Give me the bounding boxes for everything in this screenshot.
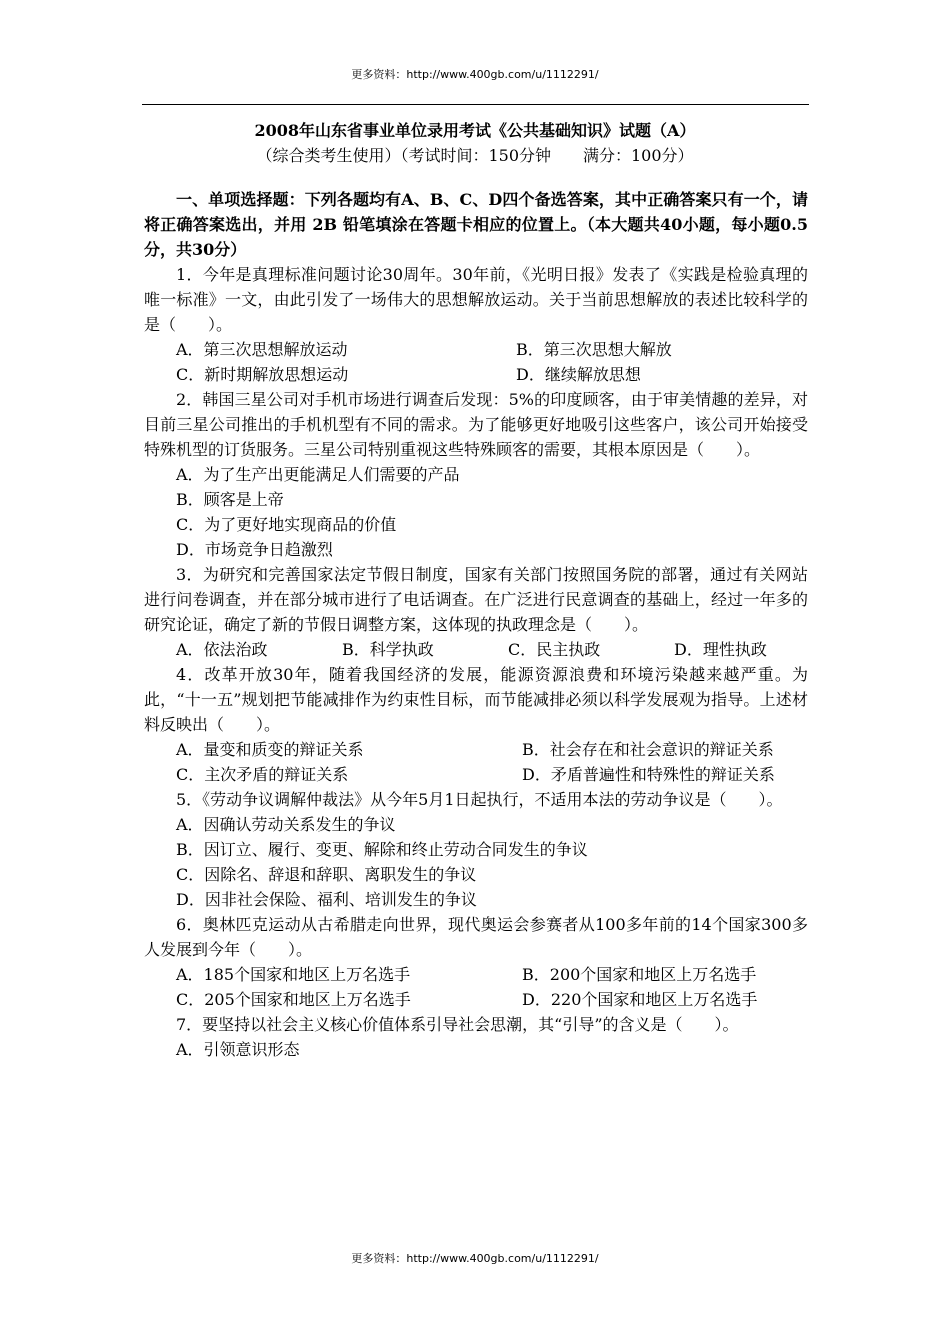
question-1-options-row-2 [144, 362, 808, 387]
document-subtitle: （综合类考生使用）（考试时间：150分钟 满分：100分） [256, 146, 694, 165]
option: B．200个国家和地区上万名选手 [522, 965, 757, 984]
question-1-options-row-1 [144, 337, 808, 362]
option: D．理性执政 [674, 640, 767, 659]
document-title: 2008年山东省事业单位录用考试《公共基础知识》试题（A） [254, 121, 696, 140]
option: B．科学执政 [342, 640, 434, 659]
question-6-stem: 6．奥林匹克运动从古希腊走向世界，现代奥运会参赛者从100多年前的14个国家300多人发展到今年（ ）。 [144, 915, 808, 959]
question-3-options-row [144, 637, 808, 662]
option: C．205个国家和地区上万名选手 [176, 990, 411, 1009]
option: A．依法治政 [176, 640, 268, 659]
question-3-stem: 3．为研究和完善国家法定节假日制度，国家有关部门按照国务院的部署，通过有关网站进行问卷调查，并在部分城市进行了电话调查。在广泛进行民意调查的基础上，经过一年多的研究论证，确定了新的节假日调整方案，这体现的执政理念是（ ）。 [144, 565, 808, 634]
option: D．市场竞争日趋激烈 [176, 540, 333, 559]
header-link[interactable]: 更多资料：http://www.400gb.com/u/1112291/ [351, 68, 599, 81]
question-6-options-row-1 [144, 962, 808, 987]
option: D．继续解放思想 [516, 365, 641, 384]
option: A．量变和质变的辩证关系 [176, 740, 364, 759]
question-6-options-row-2 [144, 987, 808, 1012]
option: C．民主执政 [508, 640, 601, 659]
question-4-options-line-1 [144, 737, 808, 762]
option: B．社会存在和社会意识的辩证关系 [522, 740, 774, 759]
option: C．为了更好地实现商品的价值 [176, 515, 397, 534]
option: D．220个国家和地区上万名选手 [522, 990, 758, 1009]
document-body [144, 187, 808, 1062]
question-5-stem: 5．《劳动争议调解仲裁法》从今年5月1日起执行，不适用本法的劳动争议是（ ）。 [176, 790, 783, 809]
question-4-stem: 4．改革开放30年，随着我国经济的发展，能源资源浪费和环境污染越来越严重。为此，“十一五”规划把节能减排作为约束性目标，而节能减排必须以科学发展观为指导。上述材料反映出（ ）。 [144, 665, 808, 734]
option: C．因除名、辞退和辞职、离职发生的争议 [176, 865, 477, 884]
option: C．新时期解放思想运动 [176, 365, 349, 384]
question-2-stem: 2．韩国三星公司对手机市场进行调查后发现：5%的印度顾客，由于审美情趣的差异，对目前三星公司推出的手机机型有不同的需求。为了能够更好地吸引这些客户，该公司开始接受特殊机型的订货服务。三星公司特别重视这些特殊顾客的需要，其根本原因是（ ）。 [144, 390, 808, 459]
question-7-stem: 7．要坚持以社会主义核心价值体系引导社会思潮，其“引导”的含义是（ ）。 [176, 1015, 739, 1034]
option: A．185个国家和地区上万名选手 [176, 965, 411, 984]
option: A．为了生产出更能满足人们需要的产品 [176, 465, 460, 484]
section-instruction: 一、单项选择题：下列各题均有A、B、C、D四个备选答案，其中正确答案只有一个，请将正确答案选出，并用 2B 铅笔填涂在答题卡相应的位置上。（本大题共40小题，每小题0.5分，共30分） [144, 190, 808, 259]
option: D．矛盾普遍性和特殊性的辩证关系 [522, 765, 775, 784]
option: B．因订立、履行、变更、解除和终止劳动合同发生的争议 [176, 840, 588, 859]
option: B．第三次思想大解放 [516, 340, 672, 359]
option: A．引领意识形态 [176, 1040, 300, 1059]
footer-link[interactable]: 更多资料：http://www.400gb.com/u/1112291/ [351, 1252, 599, 1265]
question-4-options-line-2 [144, 762, 808, 787]
option: A．第三次思想解放运动 [176, 340, 348, 359]
option: D．因非社会保险、福利、培训发生的争议 [176, 890, 477, 909]
header-divider [142, 104, 809, 105]
question-1-stem: 1．今年是真理标准问题讨论30周年。30年前，《光明日报》发表了《实践是检验真理的唯一标准》一文，由此引发了一场伟大的思想解放运动。关于当前思想解放的表述比较科学的是（ ）。 [144, 265, 808, 334]
option: B．顾客是上帝 [176, 490, 284, 509]
option: A．因确认劳动关系发生的争议 [176, 815, 396, 834]
option: C．主次矛盾的辩证关系 [176, 765, 349, 784]
